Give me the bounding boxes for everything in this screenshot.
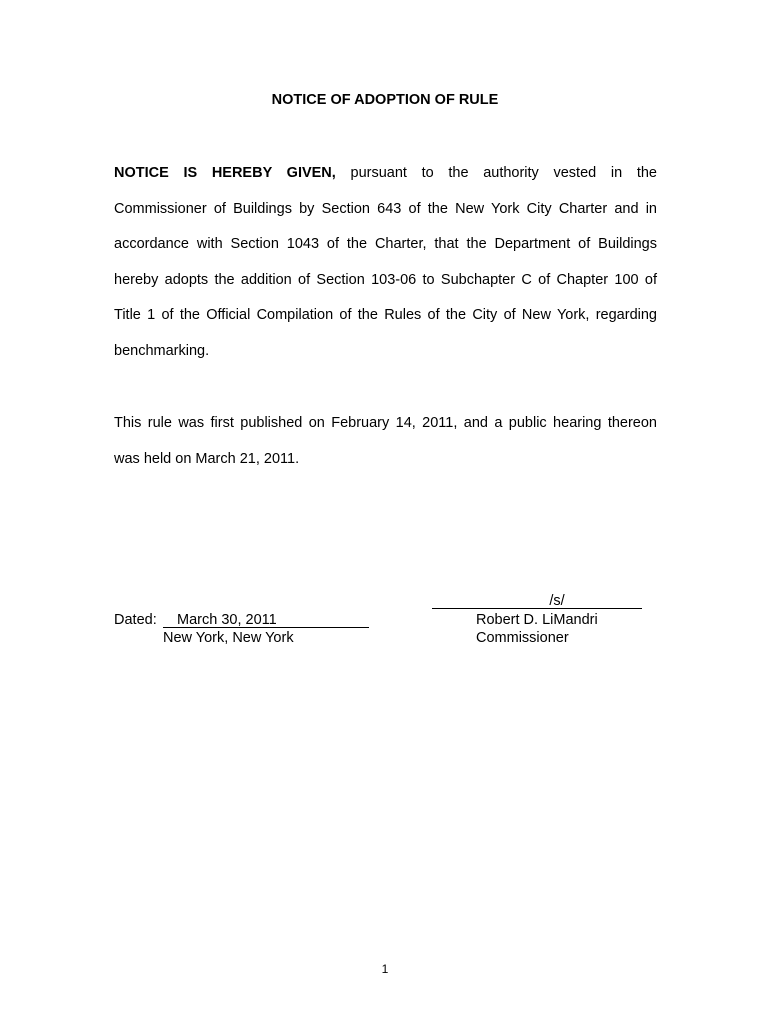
paragraph-line: Commissioner of Buildings by Section 643 of the New York City Charter and in: [114, 200, 657, 217]
paragraph-line: Title 1 of the Official Compilation of the Rules of the City of New York, regarding: [114, 307, 657, 324]
dated-location: New York, New York: [163, 630, 294, 646]
notice-paragraph: [114, 156, 657, 370]
signer-name: Robert D. LiMandri: [476, 612, 598, 628]
dated-label: Dated:: [114, 612, 157, 628]
signature-line: /s/: [432, 592, 642, 609]
paragraph-line: accordance with Section 1043 of the Charter, that the Department of Buildings: [114, 236, 657, 253]
publication-paragraph: [114, 406, 657, 477]
signer-title: Commissioner: [476, 630, 569, 646]
paragraph-line: [114, 156, 657, 192]
paragraph-line: was held on March 21, 2011.: [114, 450, 300, 467]
paragraph-line: This rule was first published on February 14, 2011, and a public hearing thereon: [114, 415, 657, 431]
paragraph-line: benchmarking.: [114, 342, 210, 359]
paragraph-line-text: pursuant to the authority vested in the: [350, 165, 657, 181]
notice-lead: NOTICE IS HEREBY GIVEN,: [114, 165, 336, 181]
paragraph-line: hereby adopts the addition of Section 103-06 to Subchapter C of Chapter 100 of: [114, 271, 657, 288]
page-number: 1: [381, 962, 389, 976]
document-title: NOTICE OF ADOPTION OF RULE: [271, 92, 499, 108]
dated-value: March 30, 2011: [163, 611, 369, 628]
